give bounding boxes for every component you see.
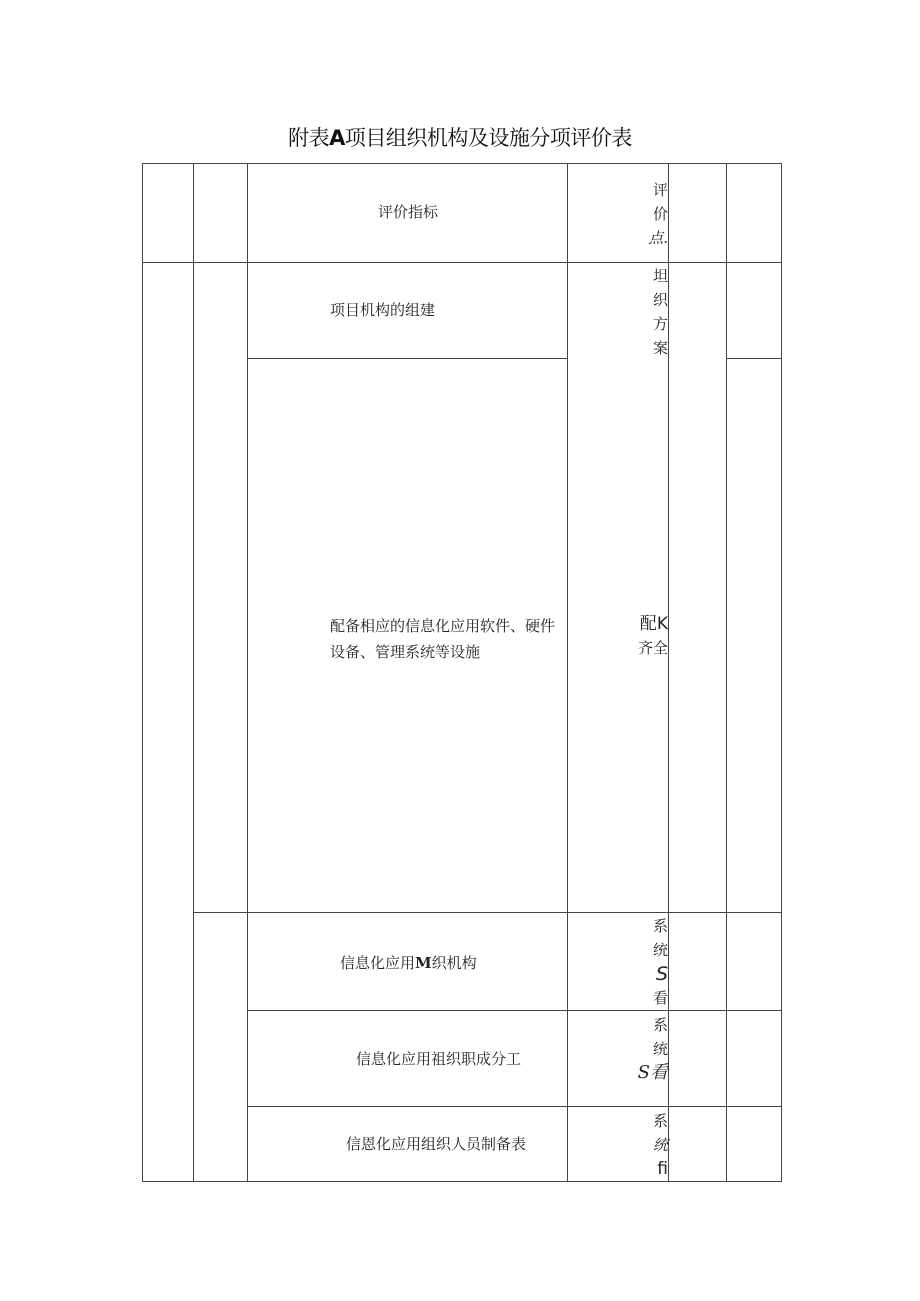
row-divider (247, 358, 568, 359)
page-title: 附表A项目组织机构及设施分项评价表 (288, 126, 632, 150)
header-points-char: 评 (652, 181, 668, 199)
column-divider (567, 163, 568, 1182)
row-divider (726, 358, 782, 359)
table-border-top (142, 163, 782, 164)
row-divider (247, 1106, 782, 1107)
points-facilities: 配K 齐全 (637, 614, 668, 657)
header-points (600, 178, 668, 250)
indicator-it-org: 信息化应用M织机构 (340, 954, 477, 972)
row-divider (142, 262, 782, 263)
points-it-roles: 系 统 S看 (637, 1016, 668, 1083)
points-org-setup: 坦 织 方 案 (652, 267, 668, 357)
header-points-char: 点. (648, 229, 668, 247)
points-it-org: 系 统 S 看 (652, 917, 668, 1007)
points-it-staffing: 系 统 fi (652, 1112, 668, 1179)
table-border-left (142, 163, 143, 1182)
row-divider (193, 912, 782, 913)
column-divider (726, 163, 727, 1182)
header-indicator: 评价指标 (377, 203, 438, 221)
table-border-right (781, 163, 782, 1182)
indicator-it-staffing: 信恩化应用组织人员制备表 (346, 1135, 527, 1153)
indicator-it-roles: 信息化应用祖织职成分工 (356, 1050, 522, 1068)
column-divider (193, 163, 194, 1182)
indicator-facilities: 配备相应的信息化应用软件、硬件 设备、管理系统等设施 (330, 617, 556, 661)
table-border-bottom (142, 1181, 782, 1182)
row-divider (247, 1010, 782, 1011)
column-divider (668, 163, 669, 1182)
header-points-char: 价 (652, 205, 668, 223)
indicator-org-setup: 项目机构的组建 (330, 301, 436, 319)
column-divider (247, 163, 248, 1182)
